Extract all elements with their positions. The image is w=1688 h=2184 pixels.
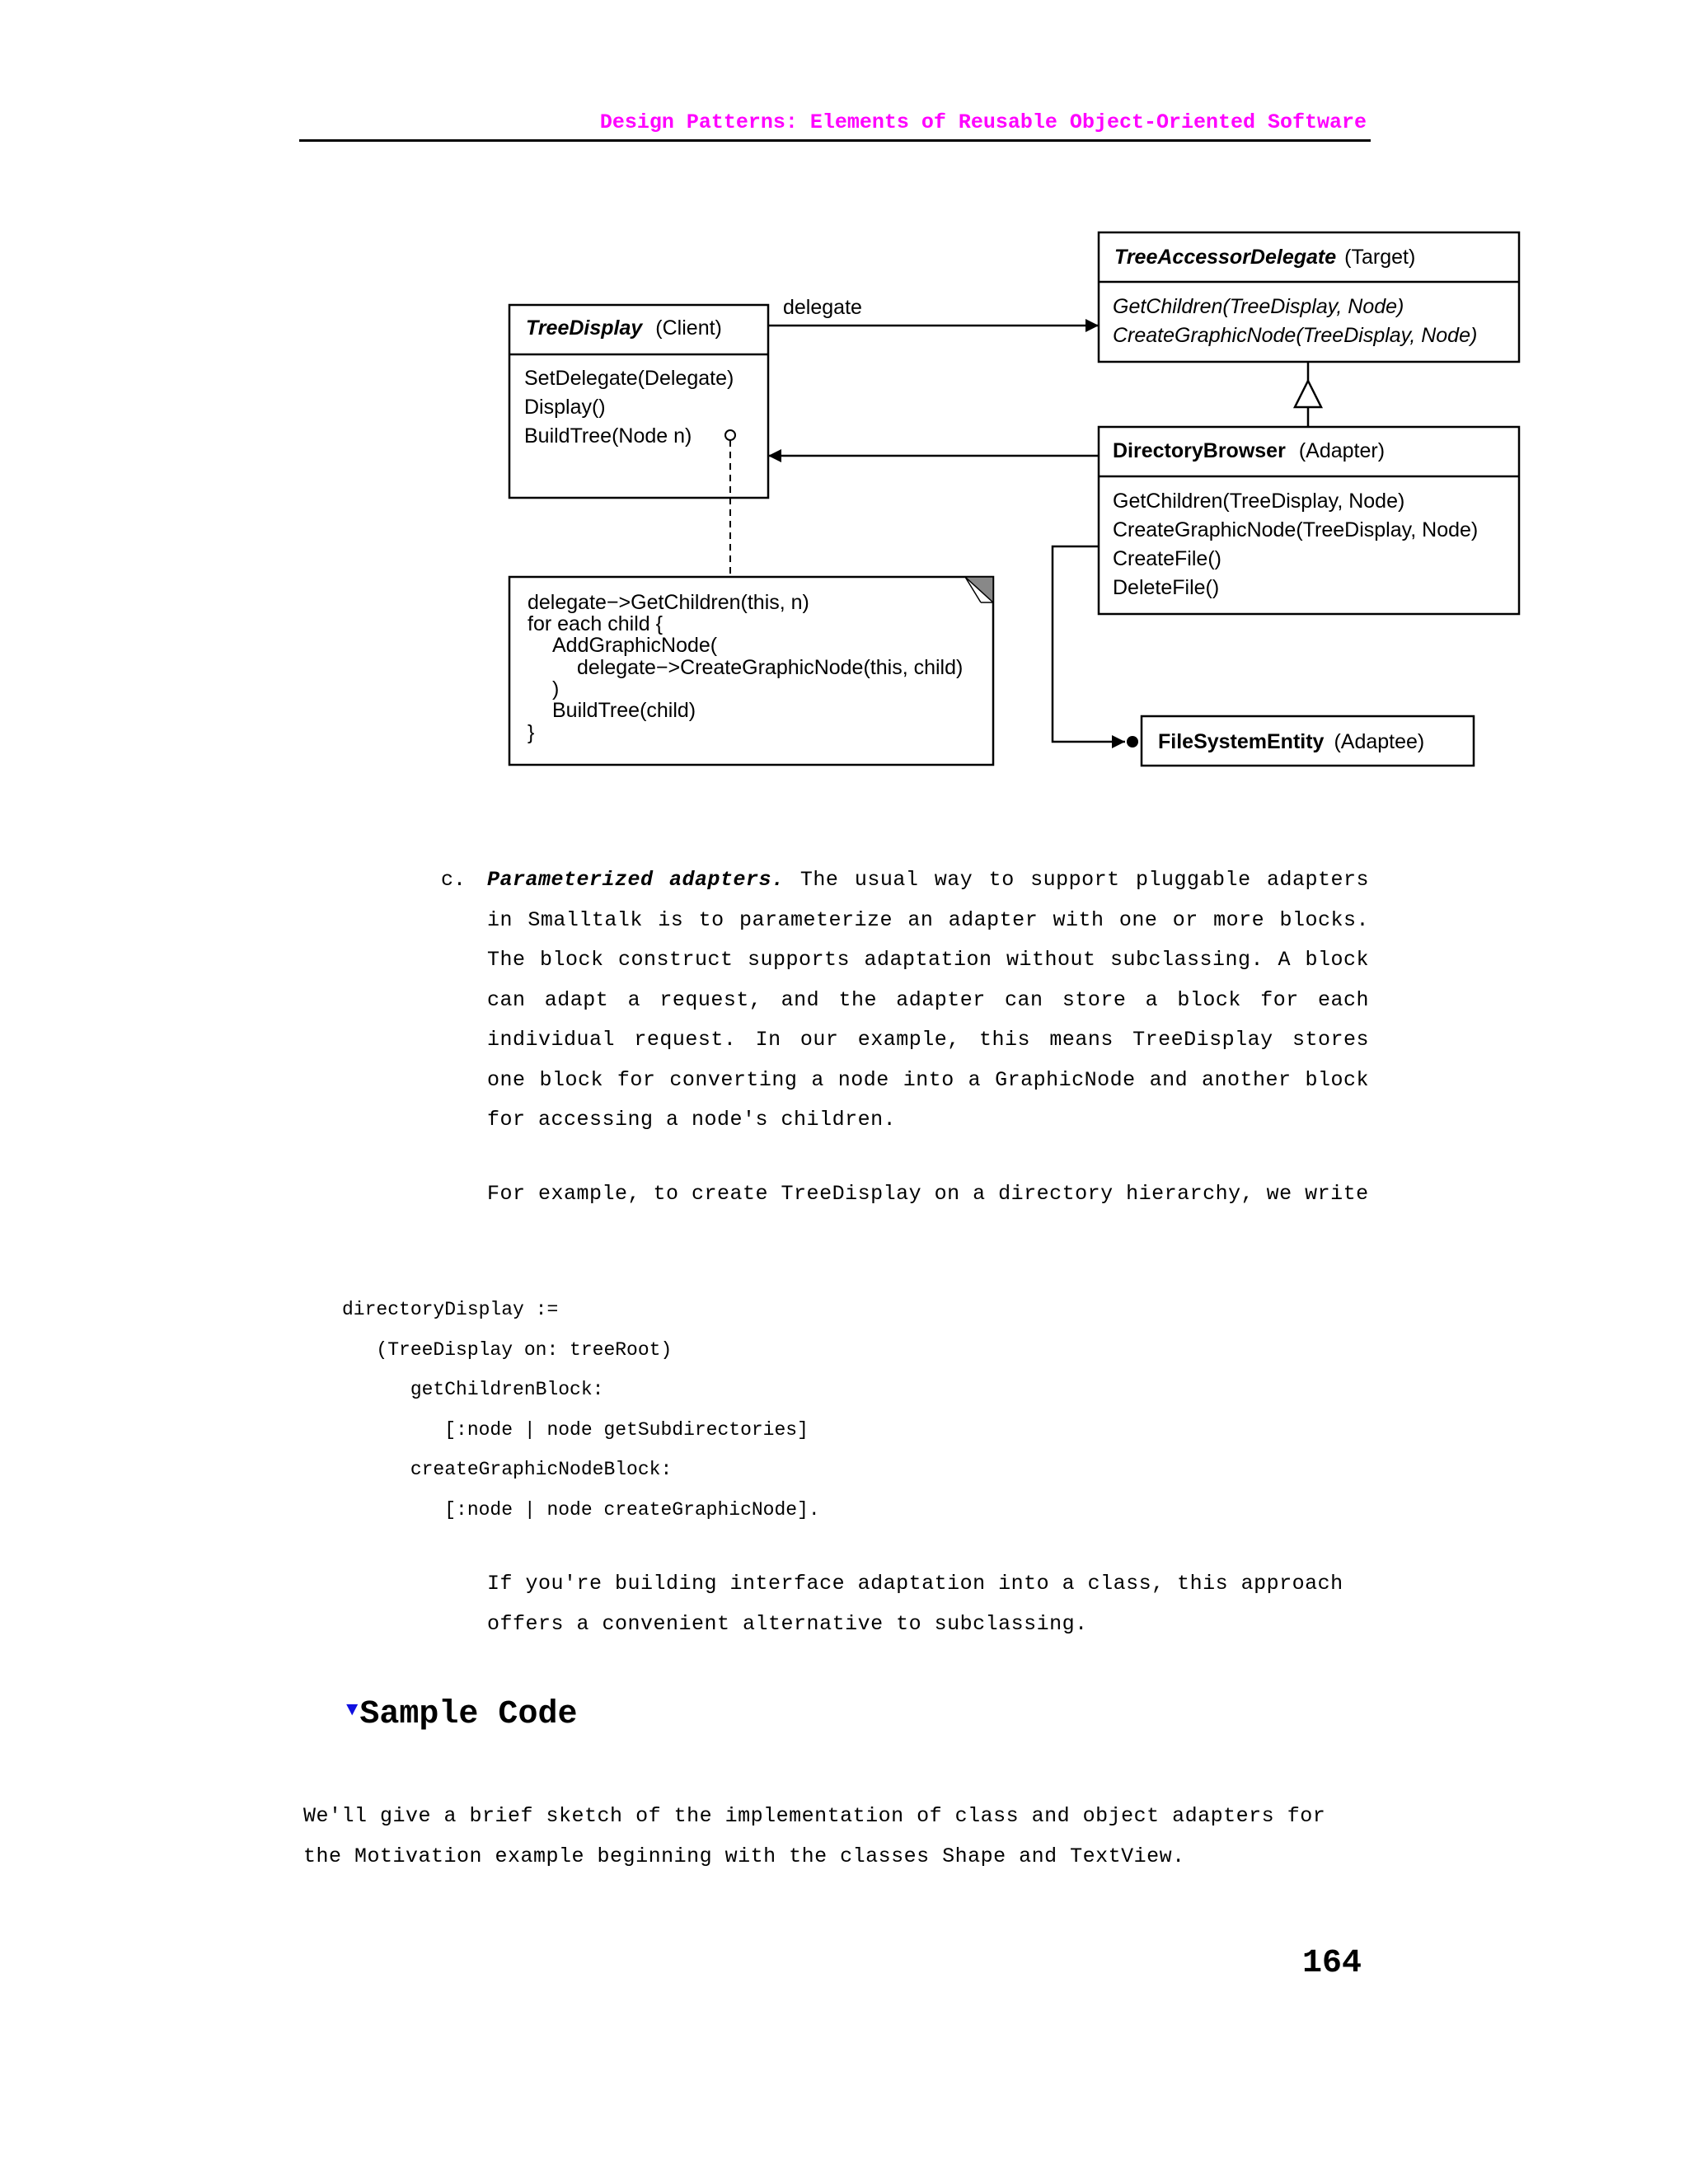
adaptee-class-name: FileSystemEntity	[1158, 730, 1325, 753]
sample-code-paragraph	[303, 1797, 1325, 1877]
client-class-role: (Client)	[655, 316, 722, 340]
paragraph-line: We'll give a brief sketch of the implementation of class and object adapters for	[303, 1804, 1326, 1828]
adapter-class-role: (Adapter)	[1298, 439, 1386, 462]
list-marker: c.	[441, 868, 467, 892]
client-class-box	[509, 305, 768, 498]
code-line: [:node | node createGraphicNode].	[342, 1498, 820, 1521]
term-title: Parameterized adapters.	[487, 868, 785, 892]
note-line-6: BuildTree(child)	[552, 699, 696, 722]
client-op-3: BuildTree(Node n)	[524, 424, 692, 448]
page-number: 164	[1302, 1945, 1362, 1982]
adapter-class-box	[1099, 427, 1519, 614]
svg-text:TreeAccessorDelegate(Target)	[1114, 246, 1415, 269]
note-line-2: for each child {	[528, 612, 663, 635]
code-block	[342, 1290, 820, 1530]
inheritance-arrow	[1295, 362, 1321, 427]
note-line-3: AddGraphicNode(	[552, 634, 718, 657]
code-line: directoryDisplay :=	[342, 1299, 559, 1320]
adapter-class-name: DirectoryBrowser	[1113, 439, 1286, 462]
running-header-title: Design Patterns: Elements of Reusable Object-Oriented Software	[599, 110, 1367, 134]
paragraph-line: If you're building interface adaptation into a class, this approach	[487, 1572, 1343, 1596]
section-heading-sample-code	[346, 1696, 577, 1733]
paragraph-line: Parameterized adapters. The usual way to support pluggable adapters	[487, 868, 1370, 892]
delegate-label: delegate	[783, 296, 862, 319]
note-line-7: }	[528, 721, 535, 744]
adapter-structure-diagram	[495, 223, 1533, 799]
adaptee-class-role: (Adaptee)	[1334, 730, 1425, 753]
paragraph-line: offers a convenient alternative to subclassing.	[487, 1611, 1088, 1636]
paragraph-line: for accessing a node's children.	[487, 1108, 897, 1132]
example-intro: For example, to create TreeDisplay on a directory hierarchy, we write	[487, 1182, 1369, 1206]
note-line-4: delegate−>CreateGraphicNode(this, child)	[577, 656, 964, 679]
paragraph-line: in Smalltalk is to parameterize an adapter with one or more blocks.	[487, 907, 1369, 932]
adapter-op-1: GetChildren(TreeDisplay, Node)	[1113, 490, 1405, 513]
target-class-role: (Target)	[1344, 246, 1416, 269]
header-rule	[299, 139, 1371, 142]
paragraph-line: the Motivation example beginning with the classes Shape and TextView.	[303, 1844, 1185, 1868]
after-code-paragraph	[487, 1564, 1343, 1644]
target-op-1: GetChildren(TreeDisplay, Node)	[1113, 295, 1404, 318]
code-line: (TreeDisplay on: treeRoot)	[342, 1338, 673, 1361]
adapter-op-2: CreateGraphicNode(TreeDisplay, Node)	[1113, 518, 1479, 541]
note-line-5: )	[552, 677, 560, 701]
target-op-2: CreateGraphicNode(TreeDisplay, Node)	[1113, 324, 1478, 347]
code-line: getChildrenBlock:	[342, 1379, 604, 1400]
adapter-op-4: DeleteFile()	[1113, 576, 1220, 599]
paragraph-line: individual request. In our example, this means TreeDisplay stores	[487, 1028, 1369, 1052]
implementation-note	[509, 577, 993, 765]
svg-text:TreeDisplay(Client)	[526, 316, 722, 340]
client-class-name: TreeDisplay	[526, 316, 643, 340]
client-op-1: SetDelegate(Delegate)	[524, 367, 734, 390]
paragraph-line: one block for converting a node into a GraphicNode and another block	[487, 1067, 1369, 1092]
svg-text:DirectoryBrowser(Adapter)	[1113, 439, 1385, 462]
code-line: createGraphicNodeBlock:	[342, 1459, 673, 1480]
note-line-1: delegate−>GetChildren(this, n)	[528, 591, 809, 614]
paragraph-line: can adapt a request, and the adapter can store a block for each	[487, 987, 1369, 1012]
client-op-2: Display()	[524, 396, 606, 419]
adapter-op-3: CreateFile()	[1113, 547, 1221, 570]
target-class-box	[1099, 232, 1519, 362]
target-class-name: TreeAccessorDelegate	[1114, 246, 1337, 269]
svg-text:FileSystemEntity(Adaptee)	[1158, 730, 1424, 753]
adaptee-class-box	[1142, 716, 1474, 766]
parameterized-adapters-paragraph	[487, 860, 1369, 1141]
paragraph-line: The block construct supports adaptation without subclassing. A block	[487, 948, 1369, 972]
code-line: [:node | node getSubdirectories]	[342, 1418, 809, 1441]
section-title: Sample Code	[359, 1696, 578, 1733]
triangle-down-icon: ▼	[346, 1699, 359, 1722]
